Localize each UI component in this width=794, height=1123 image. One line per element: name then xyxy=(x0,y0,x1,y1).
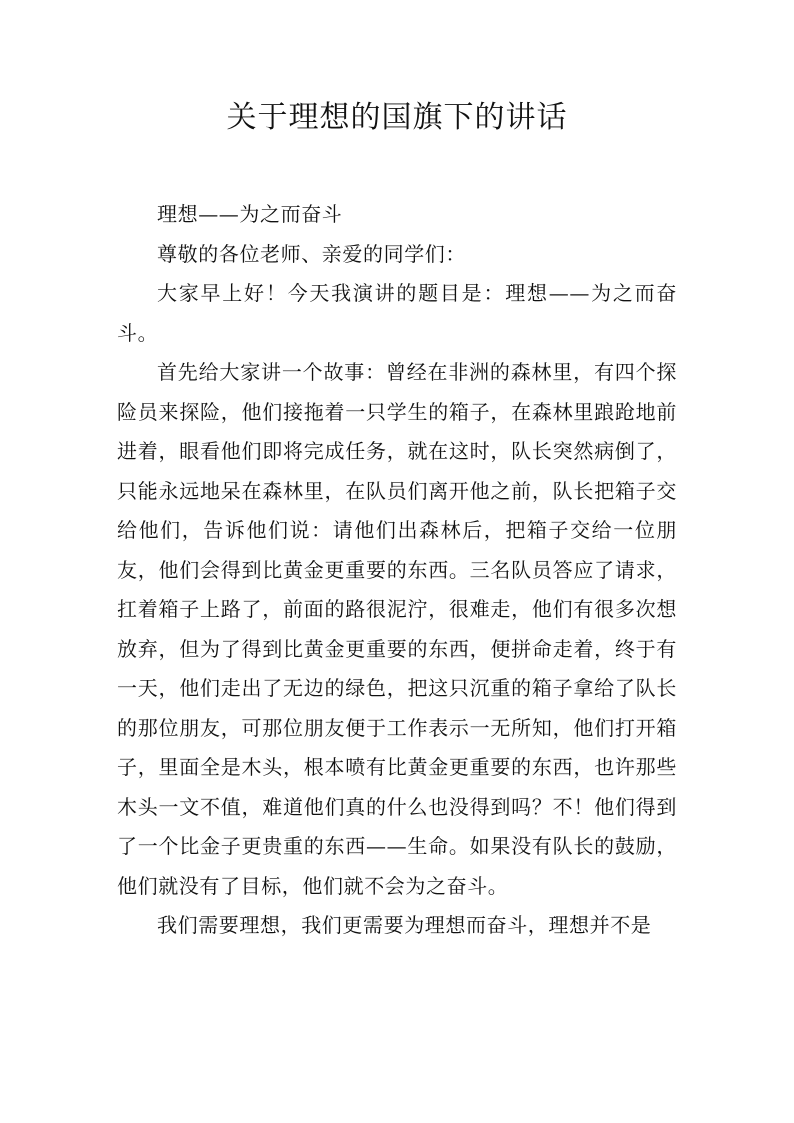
opening-paragraph: 大家早上好！今天我演讲的题目是：理想——为之而奋斗。 xyxy=(117,281,677,345)
speech-subtitle: 理想——为之而奋斗 xyxy=(157,202,343,226)
document-body xyxy=(117,195,677,946)
document-title: 关于理想的国旗下的讲话 xyxy=(226,100,568,135)
salutation: 尊敬的各位老师、亲爱的同学们： xyxy=(157,241,466,266)
closing-paragraph: 我们需要理想，我们更需要为理想而奋斗，理想并不是 xyxy=(157,913,652,937)
story-paragraph: 首先给大家讲一个故事：曾经在非洲的森林里，有四个探险员来探险，他们接拖着一只学生的箱子，在森林里踉跄地前进着，眼看他们即将完成任务，就在这时，队长突然病倒了，只能永远地呆在森林里，在队员们离开他之前，队长把箱子交给他们，告诉他们说：请他们出森林后，把箱子交给一位朋友，他们会得到比黄金更重要的东西。三名队员答应了请求，扛着箱子上路了，前面的路很泥泞，很难走，他们有很多次想放弃，但为了得到比黄金更重要的东西，便拼命走着，终于有一天，他们走出了无边的绿色，把这只沉重的箱子拿给了队长的那位朋友，可那位朋友便于工作表示一无所知，他们打开箱子，里面全是木头，根本喷有比黄金更重要的东西，也许那些木头一文不值，难道他们真的什么也没得到吗？不！他们得到了一个比金子更贵重的东西——生命。如果没有队长的鼓励，他们就没有了目标，他们就不会为之奋斗。 xyxy=(117,360,677,898)
